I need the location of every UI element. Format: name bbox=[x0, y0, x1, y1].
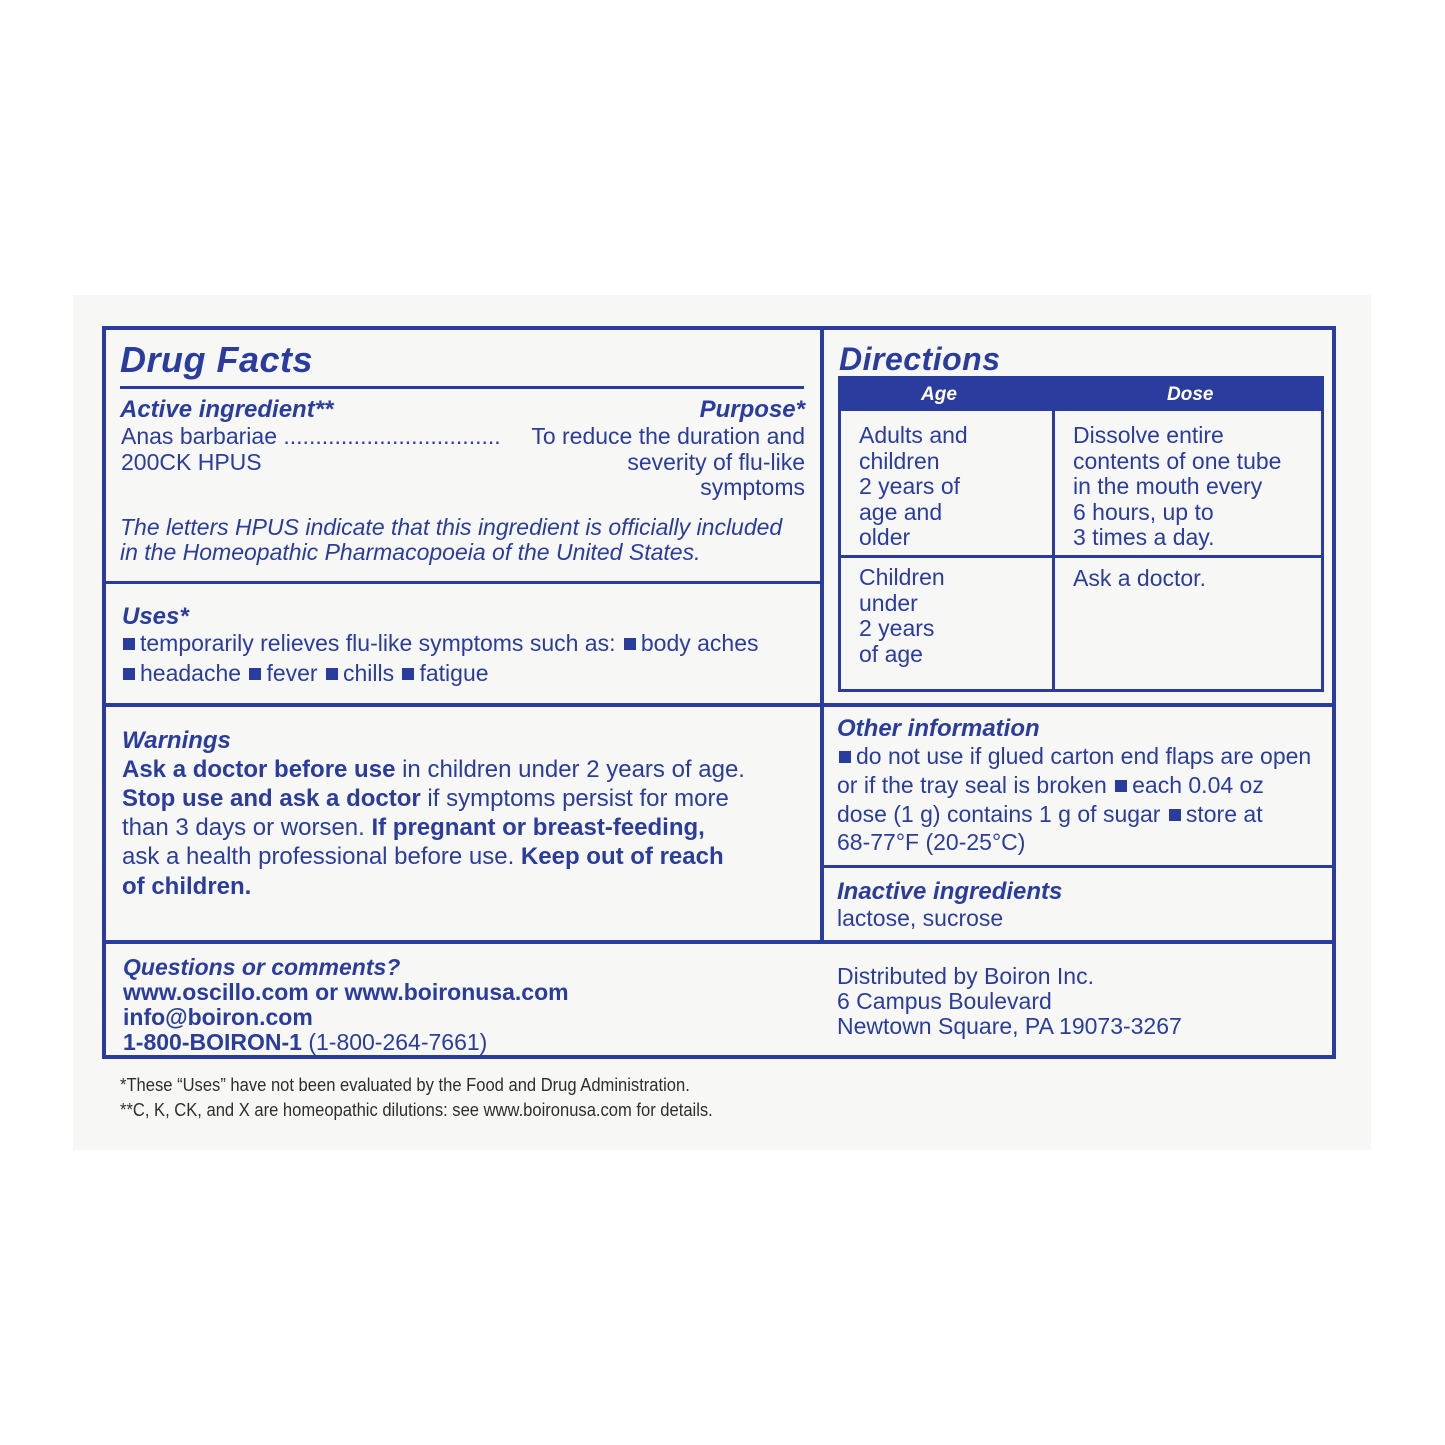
uses-line-2 bbox=[121, 661, 489, 686]
other-info-text: or if the tray seal is broken bbox=[837, 772, 1107, 798]
warning-text: than 3 days or worsen. bbox=[122, 814, 372, 841]
questions-phone bbox=[123, 1030, 487, 1055]
other-info-heading: Other information bbox=[837, 715, 1040, 742]
bullet-icon bbox=[326, 668, 338, 680]
hpus-note-2: in the Homeopathic Pharmacopoeia of the United States. bbox=[120, 539, 701, 565]
uses-item: fever bbox=[266, 660, 318, 686]
questions-email[interactable]: info@boiron.com bbox=[123, 1004, 313, 1030]
dose-line: Dissolve entire bbox=[1073, 422, 1224, 448]
directions-col-divider bbox=[1052, 411, 1055, 689]
inactive-text: lactose, sucrose bbox=[837, 905, 1004, 931]
uses-heading: Uses* bbox=[122, 603, 189, 630]
warning-bold: If pregnant or breast-feeding, bbox=[371, 814, 705, 841]
other-info-line-4: 68-77°F (20-25°C) bbox=[837, 829, 1026, 855]
purpose-line-1: To reduce the duration and bbox=[531, 423, 805, 449]
directions-table-header bbox=[841, 379, 1321, 411]
uses-item: chills bbox=[342, 660, 395, 686]
age-line: children bbox=[859, 447, 940, 474]
distributor-line-2: 6 Campus Boulevard bbox=[837, 988, 1052, 1014]
bullet-icon bbox=[624, 638, 636, 650]
purpose-line-3: symptoms bbox=[700, 474, 805, 500]
dose-cell bbox=[1073, 423, 1281, 551]
other-info-text: do not use if glued carton end flaps are open bbox=[856, 743, 1312, 769]
uses-item: fatigue bbox=[419, 660, 489, 686]
uses-line-1 bbox=[121, 631, 759, 656]
dose-line: 6 hours, up to bbox=[1073, 498, 1214, 525]
divider-bottom-row bbox=[106, 940, 1334, 944]
directions-row-divider bbox=[841, 555, 1321, 558]
bullet-icon bbox=[402, 668, 414, 680]
other-info-text: store at bbox=[1185, 801, 1263, 827]
phone-rest: (1-800-264-7661) bbox=[301, 1029, 488, 1055]
dose-cell bbox=[1073, 566, 1206, 592]
questions-websites[interactable]: www.oscillo.com or www.boironusa.com bbox=[123, 979, 569, 1005]
age-cell bbox=[859, 423, 968, 551]
warnings-line-2 bbox=[122, 784, 729, 814]
dose-line: Ask a doctor. bbox=[1073, 565, 1206, 591]
bullet-icon bbox=[123, 638, 135, 650]
warning-bold: Stop use and ask a doctor bbox=[122, 785, 421, 812]
warning-text: ask a health professional before use. bbox=[122, 843, 521, 870]
other-info-line-3 bbox=[837, 800, 1263, 828]
age-line: of age bbox=[859, 640, 923, 667]
age-line: age and bbox=[859, 498, 943, 525]
bullet-icon bbox=[123, 668, 135, 680]
age-cell bbox=[859, 565, 945, 667]
dose-line: 3 times a day. bbox=[1073, 524, 1215, 550]
uses-item: headache bbox=[140, 660, 242, 686]
warning-bold: Keep out of reach bbox=[520, 843, 724, 870]
drug-facts-title: Drug Facts bbox=[120, 339, 314, 380]
other-info-line-2 bbox=[837, 771, 1264, 799]
divider-active-uses bbox=[106, 581, 822, 584]
bullet-icon bbox=[1115, 780, 1127, 792]
directions-table bbox=[838, 376, 1324, 692]
dose-column-header: Dose bbox=[1167, 384, 1214, 405]
questions-heading: Questions or comments? bbox=[123, 954, 401, 980]
center-divider bbox=[820, 330, 824, 943]
active-ingredient-heading: Active ingredient** bbox=[120, 396, 334, 423]
warning-bold: Ask a doctor before use bbox=[122, 756, 396, 783]
divider-other-inactive bbox=[824, 865, 1334, 868]
uses-item: temporarily relieves flu-like symptoms such as: bbox=[140, 630, 616, 656]
warnings-heading: Warnings bbox=[122, 727, 231, 754]
divider-uses-warnings bbox=[106, 703, 1334, 707]
age-line: Adults and bbox=[859, 422, 968, 448]
bullet-icon bbox=[839, 751, 851, 763]
distributor-line-3: Newtown Square, PA 19073-3267 bbox=[837, 1013, 1182, 1039]
other-info-line-1 bbox=[837, 742, 1311, 770]
dose-line: contents of one tube bbox=[1073, 447, 1282, 474]
age-line: 2 years bbox=[859, 615, 935, 641]
age-column-header: Age bbox=[921, 384, 957, 405]
purpose-line-2: severity of flu-like bbox=[627, 449, 805, 475]
age-line: older bbox=[859, 524, 911, 550]
ingredient-line-2: 200CK HPUS bbox=[121, 449, 262, 475]
age-line: under bbox=[859, 589, 918, 616]
inactive-heading: Inactive ingredients bbox=[837, 878, 1063, 905]
warning-text: if symptoms persist for more bbox=[420, 785, 729, 812]
warnings-line-1 bbox=[122, 755, 745, 785]
warnings-line-5: of children. bbox=[122, 873, 252, 900]
ingredient-line-1: Anas barbariae .................................. bbox=[121, 423, 501, 449]
distributor-line-1: Distributed by Boiron Inc. bbox=[837, 963, 1094, 989]
uses-item: body aches bbox=[640, 630, 759, 656]
warning-text: in children under 2 years of age. bbox=[395, 756, 745, 783]
other-info-text: dose (1 g) contains 1 g of sugar bbox=[837, 801, 1161, 827]
bullet-icon bbox=[1169, 809, 1181, 821]
warnings-line-3 bbox=[122, 813, 705, 843]
age-line: Children bbox=[859, 564, 945, 590]
drug-facts-rule bbox=[120, 386, 804, 389]
other-info-text: each 0.04 oz bbox=[1132, 772, 1264, 798]
purpose-heading: Purpose* bbox=[699, 396, 805, 423]
phone-bold: 1-800-BOIRON-1 bbox=[123, 1029, 302, 1055]
hpus-note-1: The letters HPUS indicate that this ingredient is officially included bbox=[120, 514, 783, 540]
age-line: 2 years of bbox=[859, 473, 960, 499]
warnings-line-4 bbox=[122, 842, 724, 872]
footnote-1: *These “Uses” have not been evaluated by the Food and Drug Administration. bbox=[120, 1075, 690, 1095]
bullet-icon bbox=[249, 668, 261, 680]
directions-title: Directions bbox=[839, 341, 1001, 377]
dose-line: in the mouth every bbox=[1073, 473, 1263, 499]
footnote-2: **C, K, CK, and X are homeopathic dilutions: see www.boironusa.com for details. bbox=[120, 1100, 713, 1120]
